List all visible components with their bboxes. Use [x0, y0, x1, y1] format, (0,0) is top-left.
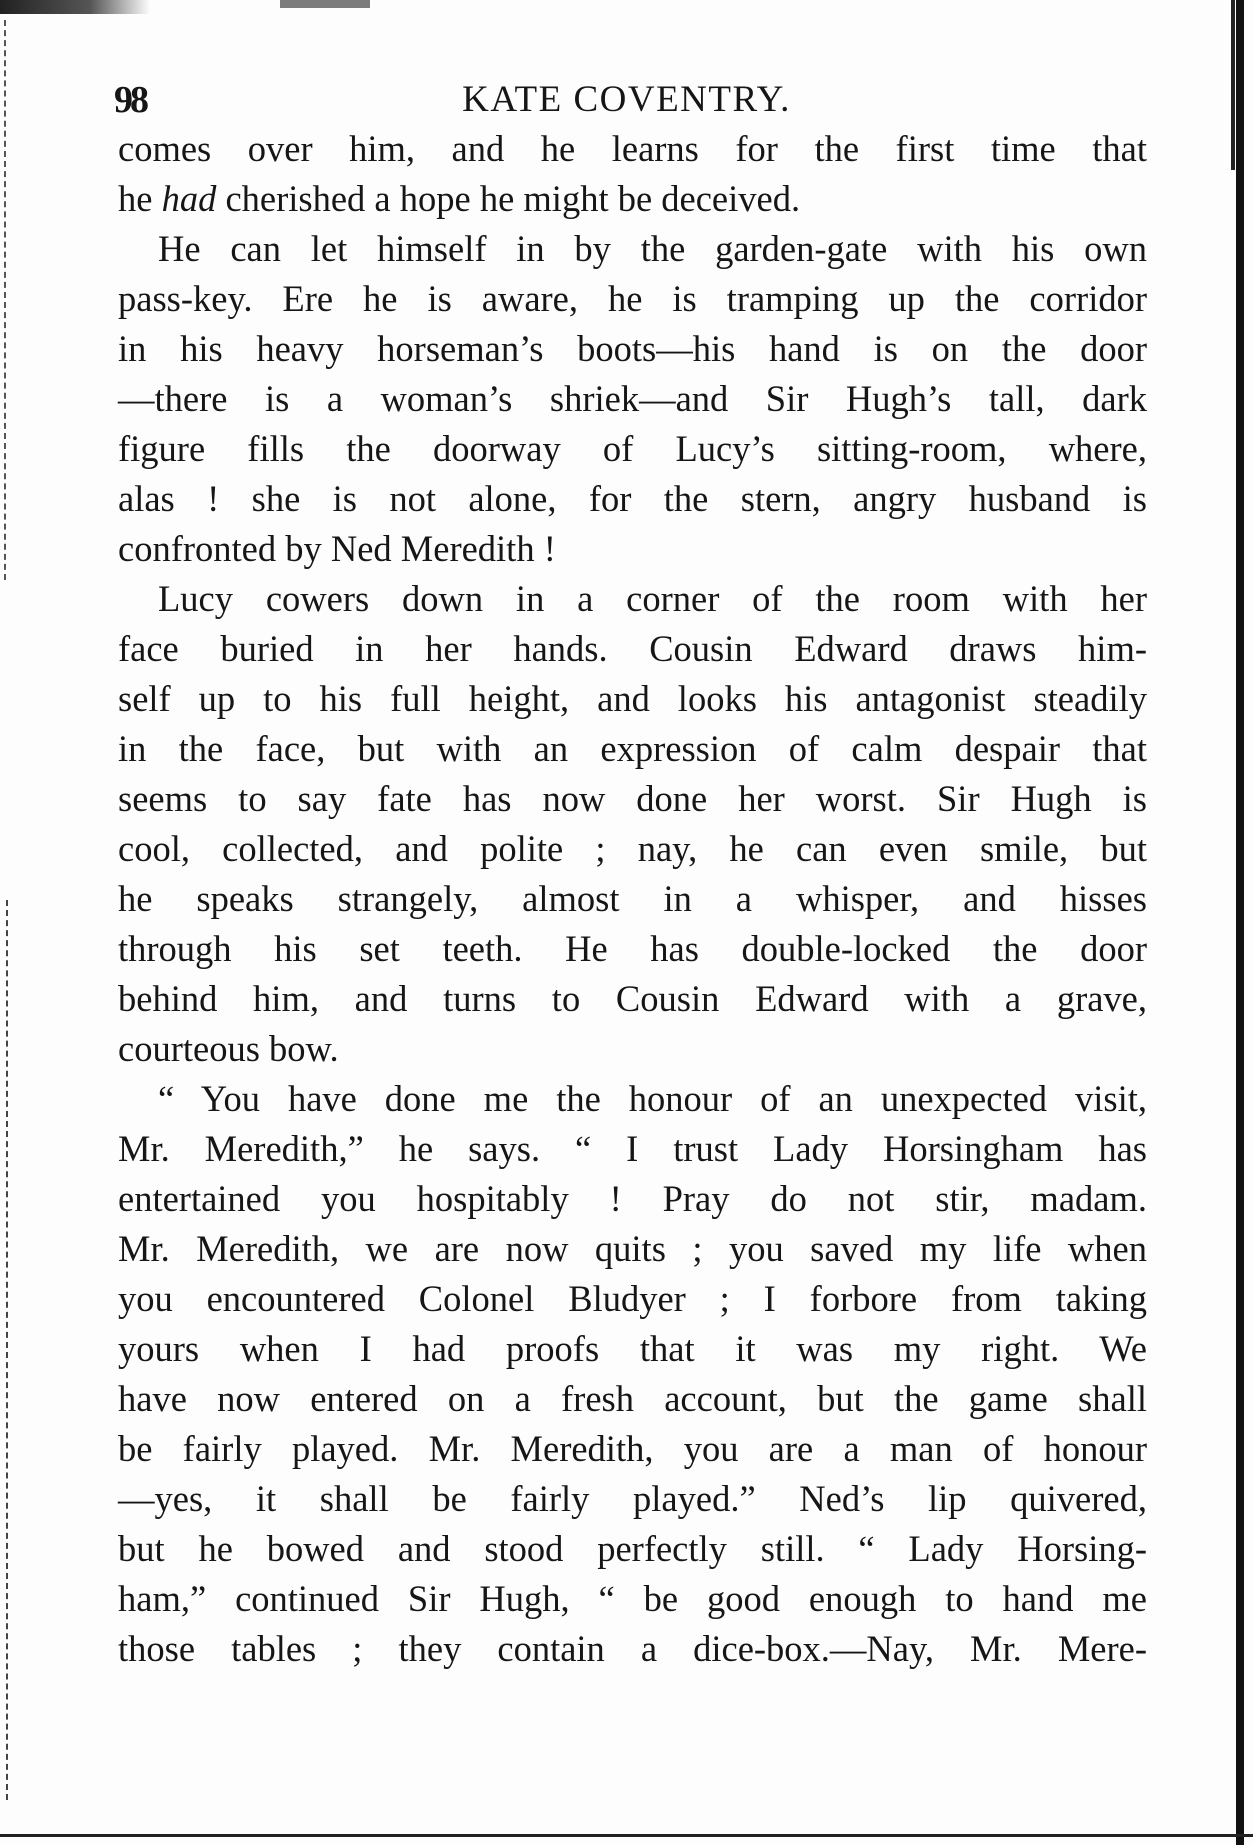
- text-line: seems to say fate has now done her worst. Sir Hugh is: [118, 778, 1147, 819]
- text-line: through his set teeth. He has double-locked the door: [118, 928, 1147, 969]
- running-head: [0, 78, 1253, 128]
- text-line: comes over him, and he learns for the first time that: [118, 128, 1147, 169]
- text-line: courteous bow.: [118, 1028, 339, 1069]
- text-line: cool, collected, and polite ; nay, he can even smile, but: [118, 828, 1147, 869]
- italic-text: had: [161, 178, 217, 219]
- scan-smudge: [0, 0, 150, 14]
- scan-edge: [1236, 0, 1244, 1845]
- text-line: He can let himself in by the garden-gate with his own: [158, 228, 1147, 269]
- text-line: entertained you hospitably ! Pray do not stir, madam.: [118, 1178, 1147, 1219]
- text-line: face buried in her hands. Cousin Edward draws him-: [118, 628, 1147, 669]
- text-line: you encountered Colonel Bludyer ; I forbore from taking: [118, 1278, 1147, 1319]
- text-line: be fairly played. Mr. Meredith, you are a man of honour: [118, 1428, 1147, 1469]
- text-line: self up to his full height, and looks his antagonist steadily: [118, 678, 1147, 719]
- text-line: those tables ; they contain a dice-box.—Nay, Mr. Mere-: [118, 1628, 1147, 1669]
- text-line: —yes, it shall be fairly played.” Ned’s lip quivered,: [118, 1478, 1147, 1519]
- text-span: cherished a hope he might be deceived.: [216, 178, 801, 219]
- text-line: [118, 174, 1147, 224]
- text-line: he speaks strangely, almost in a whisper, and hisses: [118, 878, 1147, 919]
- text-line: figure fills the doorway of Lucy’s sitting-room, where,: [118, 428, 1147, 469]
- scan-edge: [0, 1834, 1253, 1837]
- text-line: yours when I had proofs that it was my right. We: [118, 1328, 1147, 1369]
- scan-smudge: [280, 0, 370, 8]
- text-line: “ You have done me the honour of an unexpected visit,: [158, 1078, 1147, 1119]
- text-line: —there is a woman’s shriek—and Sir Hugh’s tall, dark: [118, 378, 1147, 419]
- text-line: in his heavy horseman’s boots—his hand is on the door: [118, 328, 1147, 369]
- page-number: 98: [114, 79, 146, 121]
- text-line: Lucy cowers down in a corner of the room with her: [158, 578, 1147, 619]
- text-line: pass-key. Ere he is aware, he is tramping up the corridor: [118, 278, 1147, 319]
- running-title: KATE COVENTRY.: [462, 79, 791, 120]
- text-line: alas ! she is not alone, for the stern, angry husband is: [118, 478, 1147, 519]
- text-line: confronted by Ned Meredith !: [118, 528, 556, 569]
- text-line: Mr. Meredith,” he says. “ I trust Lady Horsingham has: [118, 1128, 1147, 1169]
- text-span: he: [118, 178, 162, 219]
- scan-edge: [6, 900, 10, 1800]
- text-line: ham,” continued Sir Hugh, “ be good enough to hand me: [118, 1578, 1147, 1619]
- text-line: behind him, and turns to Cousin Edward with a grave,: [118, 978, 1147, 1019]
- text-line: but he bowed and stood perfectly still. “ Lady Horsing-: [118, 1528, 1147, 1569]
- text-line: Mr. Meredith, we are now quits ; you saved my life when: [118, 1228, 1147, 1269]
- text-line: have now entered on a fresh account, but the game shall: [118, 1378, 1147, 1419]
- text-line: in the face, but with an expression of calm despair that: [118, 728, 1147, 769]
